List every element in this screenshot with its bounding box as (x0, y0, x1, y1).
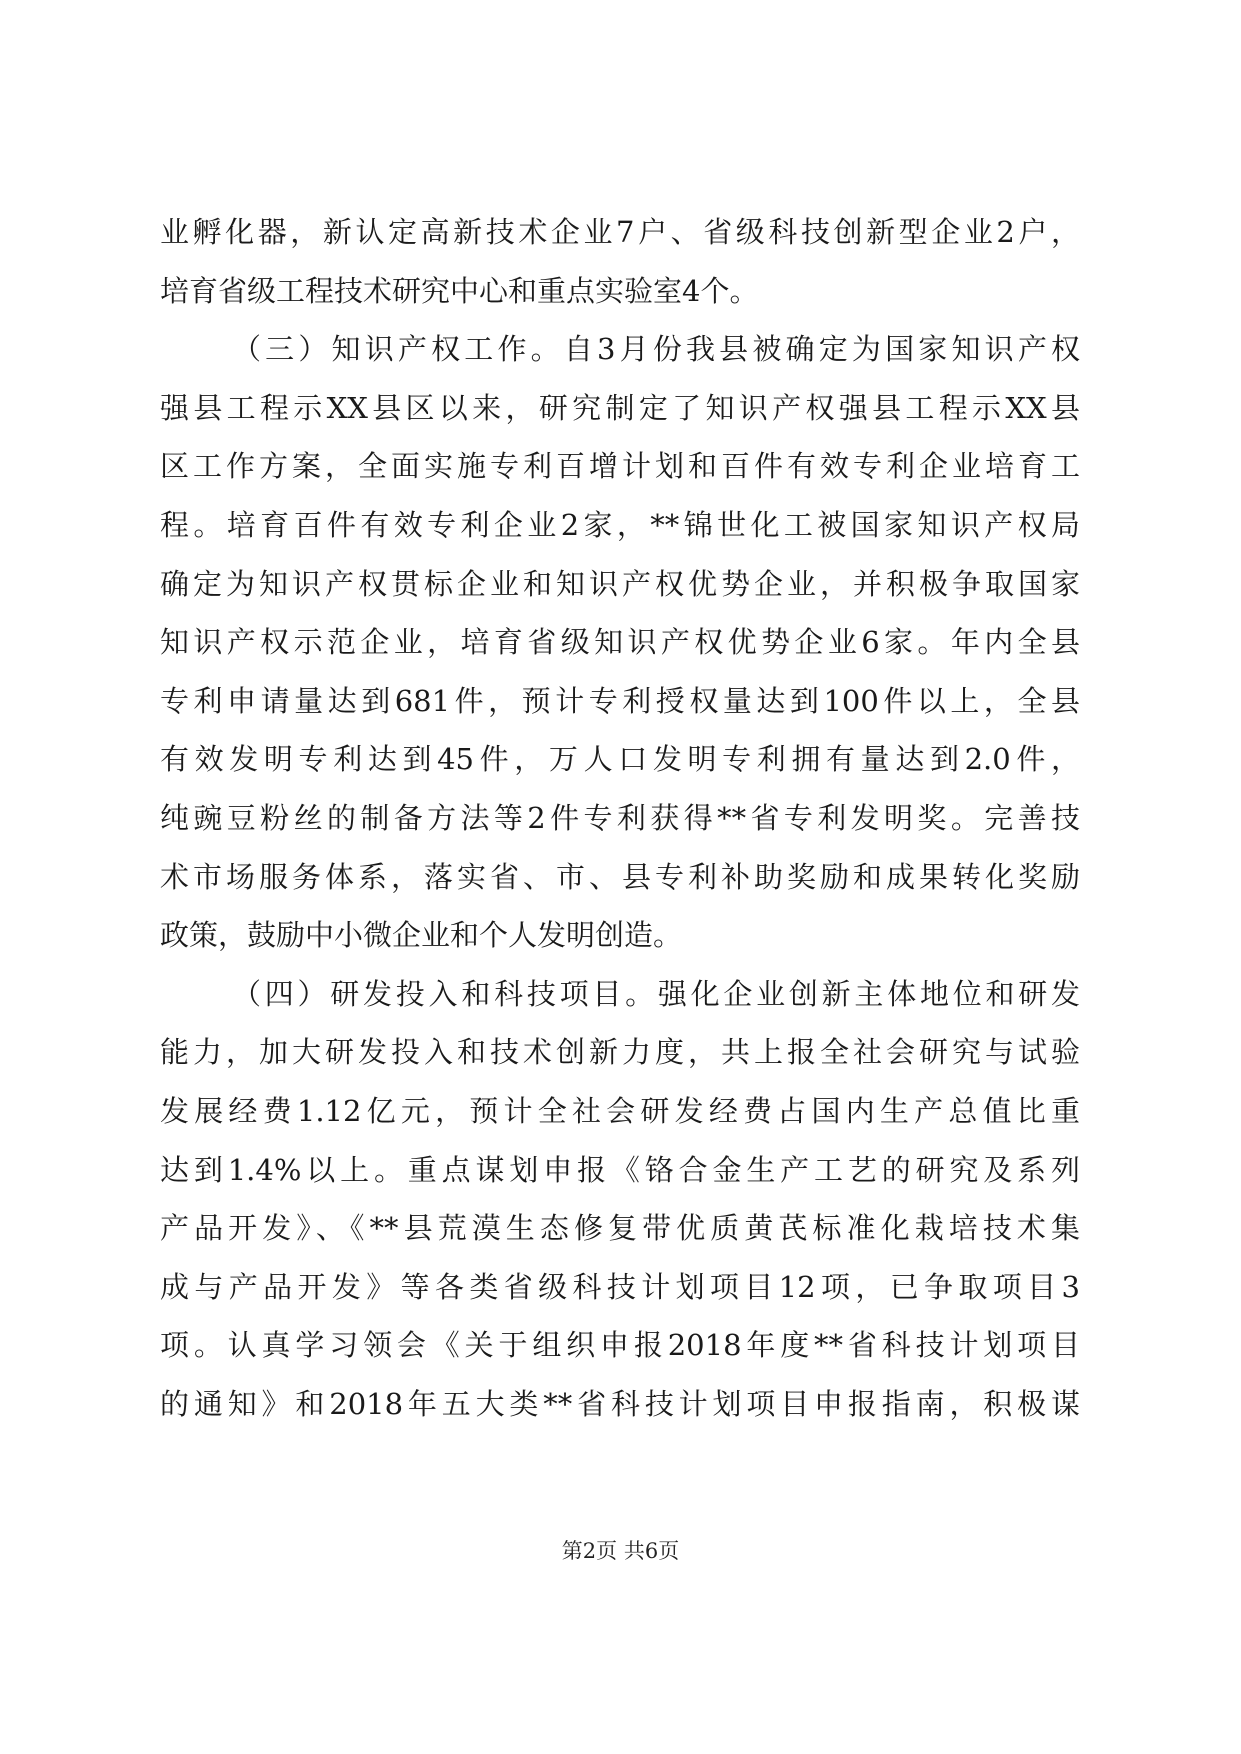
paragraph-line: （三）知识产权工作。自3月份我县被确定为国家知识产权 (232, 332, 1080, 367)
paragraph-line: 政策，鼓励中小微企业和个人发明创造。 (160, 918, 683, 953)
page-number-footer: 第2页 共6页 (561, 1539, 680, 1563)
paragraph-line: 确定为知识产权贯标企业和知识产权优势企业，并积极争取国家 (160, 566, 1080, 601)
paragraph-line: 专利申请量达到681件，预计专利授权量达到100件以上，全县 (160, 683, 1080, 718)
paragraph-line: 程。培育百件有效专利企业2家，**锦世化工被国家知识产权局 (160, 507, 1080, 542)
paragraph-line: 的通知》和2018年五大类**省科技计划项目申报指南，积极谋 (160, 1386, 1080, 1421)
paragraph-line: 达到1.4%以上。重点谋划申报《铬合金生产工艺的研究及系列 (160, 1152, 1080, 1187)
paragraph-line: 有效发明专利达到45件，万人口发明专利拥有量达到2.0件， (160, 742, 1080, 777)
body-text (160, 203, 1080, 1433)
paragraph-line: 项。认真学习领会《关于组织申报2018年度**省科技计划项目 (160, 1328, 1080, 1363)
paragraph-line: （四）研发投入和科技项目。强化企业创新主体地位和研发 (232, 976, 1080, 1011)
paragraph-line: 强县工程示XX县区以来，研究制定了知识产权强县工程示XX县 (160, 390, 1080, 425)
paragraph-line: 能力，加大研发投入和技术创新力度，共上报全社会研究与试验 (160, 1035, 1080, 1070)
paragraph-line: 纯豌豆粉丝的制备方法等2件专利获得**省专利发明奖。完善技 (160, 800, 1080, 835)
paragraph-line: 业孵化器，新认定高新技术企业7户、省级科技创新型企业2户， (160, 215, 1080, 249)
paragraph-line: 培育省级工程技术研究中心和重点实验室4个。 (160, 273, 759, 308)
paragraph-line: 区工作方案，全面实施专利百增计划和百件有效专利企业培育工 (160, 449, 1080, 484)
paragraph-line: 成与产品开发》等各类省级科技计划项目12项，已争取项目3 (160, 1269, 1080, 1304)
paragraph-line: 产品开发》、《**县荒漠生态修复带优质黄芪标准化栽培技术集 (160, 1211, 1080, 1246)
paragraph-line: 术市场服务体系，落实省、市、县专利补助奖励和成果转化奖励 (160, 859, 1080, 894)
paragraph-line: 知识产权示范企业，培育省级知识产权优势企业6家。年内全县 (160, 625, 1080, 660)
paragraph-line: 发展经费1.12亿元，预计全社会研发经费占国内生产总值比重 (160, 1093, 1080, 1128)
